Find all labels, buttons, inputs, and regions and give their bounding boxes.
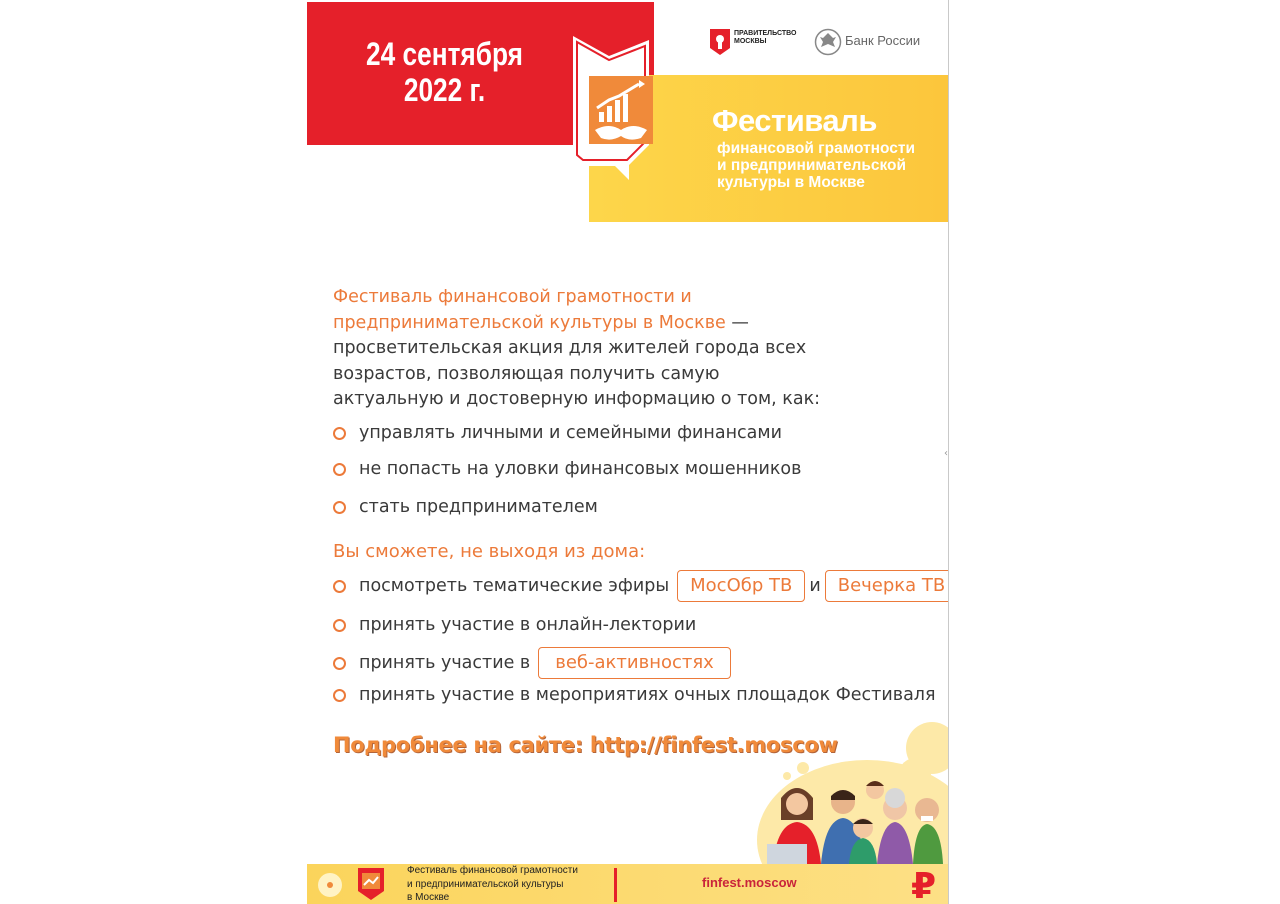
date-year: 2022 г. [403, 72, 486, 108]
mosobr-tv-link[interactable]: МосОбр ТВ [677, 570, 805, 602]
bullet-circle-icon [333, 501, 346, 514]
intro-text: — просветительская акция для жителей города всех возрастов, позволяющая получить самую актуальную и достоверную информацию о том, как: [333, 312, 821, 409]
online-heading: Вы сможете, не выходя из дома: [333, 541, 646, 562]
bullet-circle-icon [333, 657, 346, 670]
footer-divider [614, 868, 617, 902]
festival-subtitle: финансовой грамотности и предпринимательской культуры в Москве [717, 140, 915, 191]
website-link[interactable]: Подробнее на сайте: http://finfest.moscow [333, 733, 838, 757]
footer-site-link[interactable]: finfest.moscow [702, 875, 797, 890]
web-activities-link[interactable]: веб-активностях [538, 647, 731, 679]
list-item: посмотреть тематические эфиры МосОбр ТВ и Вечерка ТВ [333, 570, 949, 602]
list-item: принять участие в мероприятиях очных площадок Фестиваля [333, 685, 936, 705]
list-item: не попасть на уловки финансовых мошенников [333, 459, 801, 479]
list-item: управлять личными и семейными финансами [333, 423, 782, 443]
bullet-circle-icon [333, 580, 346, 593]
footer-festival-name: Фестиваль финансовой грамотности и предпринимательской культуры в Москве [407, 865, 578, 903]
list-item: принять участие в онлайн-лектории [333, 615, 696, 635]
moscow-government-logo-icon [709, 28, 731, 56]
bank-of-russia-logo-icon [814, 28, 842, 56]
bullet-circle-icon [333, 463, 346, 476]
vecherka-tv-link[interactable]: Вечерка ТВ [825, 570, 949, 602]
family-illustration-icon [747, 720, 948, 865]
festival-shield-icon [569, 30, 669, 190]
festival-poster [307, 0, 949, 904]
festival-title: Фестиваль [712, 103, 877, 138]
date-day: 24 сентября [366, 36, 523, 72]
bullet-circle-icon [333, 689, 346, 702]
footer-festival-logo-icon [357, 867, 385, 901]
moscow-government-text: ПРАВИТЕЛЬСТВО МОСКВЫ [734, 30, 797, 45]
side-marker: ‹ [944, 448, 948, 459]
bank-of-russia-text: Банк России [845, 33, 921, 48]
footer-bar [307, 864, 948, 904]
list-item: стать предпринимателем [333, 497, 598, 517]
bullet-circle-icon [333, 427, 346, 440]
bullet-circle-icon [333, 619, 346, 632]
list-item: принять участие в веб-активностях [333, 647, 735, 679]
intro-highlight: Фестиваль финансовой грамотности и предпринимательской культуры в Москве [333, 287, 726, 333]
intro-paragraph [333, 285, 833, 413]
ruble-icon: ₽ [911, 866, 937, 904]
footer-decor-icon [317, 872, 347, 898]
